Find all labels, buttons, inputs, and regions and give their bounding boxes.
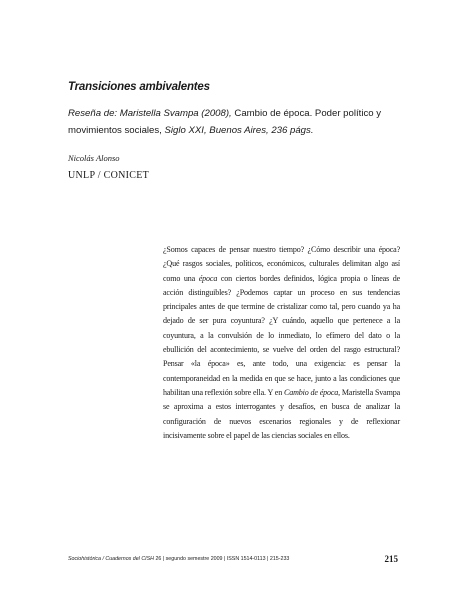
abstract-epoca-word: época (198, 273, 218, 283)
abstract-text-3: , Maristella Svampa se aproxima a estos interrogantes y desafíos, en busca de analizar la configuración de nuevos escenarios regionales y de reflexionar incisivamente sobre el papel de las ciencias sociales en ellos. (163, 387, 400, 440)
abstract-text-2: con ciertos bordes definidos, lógica propia o líneas de acción distinguibles? ¿Podemos captar un proceso en sus tendencias principales antes de que termine de cristalizar como tal, pero cuando ya ha dejado de ser pura coyuntura? ¿Y cuándo, aquello que pertenece a la coyuntura, a la convulsión de lo inmediato, lo efímero del dato o la ebullición del acontecimiento, se vuelve del orden del rasgo estructural? Pensar «la época» es, ante todo, una exigencia: es pensar la contemporaneidad en la medida en que se hace, junto a las condiciones que habilitan una reflexión sobre ella. Y en (163, 273, 401, 397)
footer-journal: Sociohistórica / Cuadernos del CISH (68, 556, 154, 562)
author-affiliation: UNLP / CONICET (68, 170, 150, 181)
review-book-title: Cambio de época. Poder político y movimientos sociales, (68, 108, 382, 136)
footer-info: 26 | segundo semestre 2009 | ISSN 1514-0113 | 215-233 (153, 556, 290, 562)
review-citation (68, 105, 398, 139)
abstract-text-1: ¿Somos capaces de pensar nuestro tiempo? ¿Cómo describir una época? ¿Qué rasgos sociales, políticos, económicos, culturales delimitan algo así como una (163, 245, 400, 283)
review-publisher: Siglo XXI, Buenos Aires, 236 págs. (161, 125, 314, 136)
page-footer (68, 556, 398, 562)
author-name: Nicolás Alonso (68, 153, 120, 163)
abstract-book-title: Cambio de época (283, 387, 339, 397)
abstract-paragraph (163, 243, 400, 443)
article-title: Transiciones ambivalentes (68, 81, 210, 93)
review-prefix: Reseña de: Maristella Svampa (2008), (68, 108, 232, 119)
page-number: 215 (384, 554, 398, 564)
